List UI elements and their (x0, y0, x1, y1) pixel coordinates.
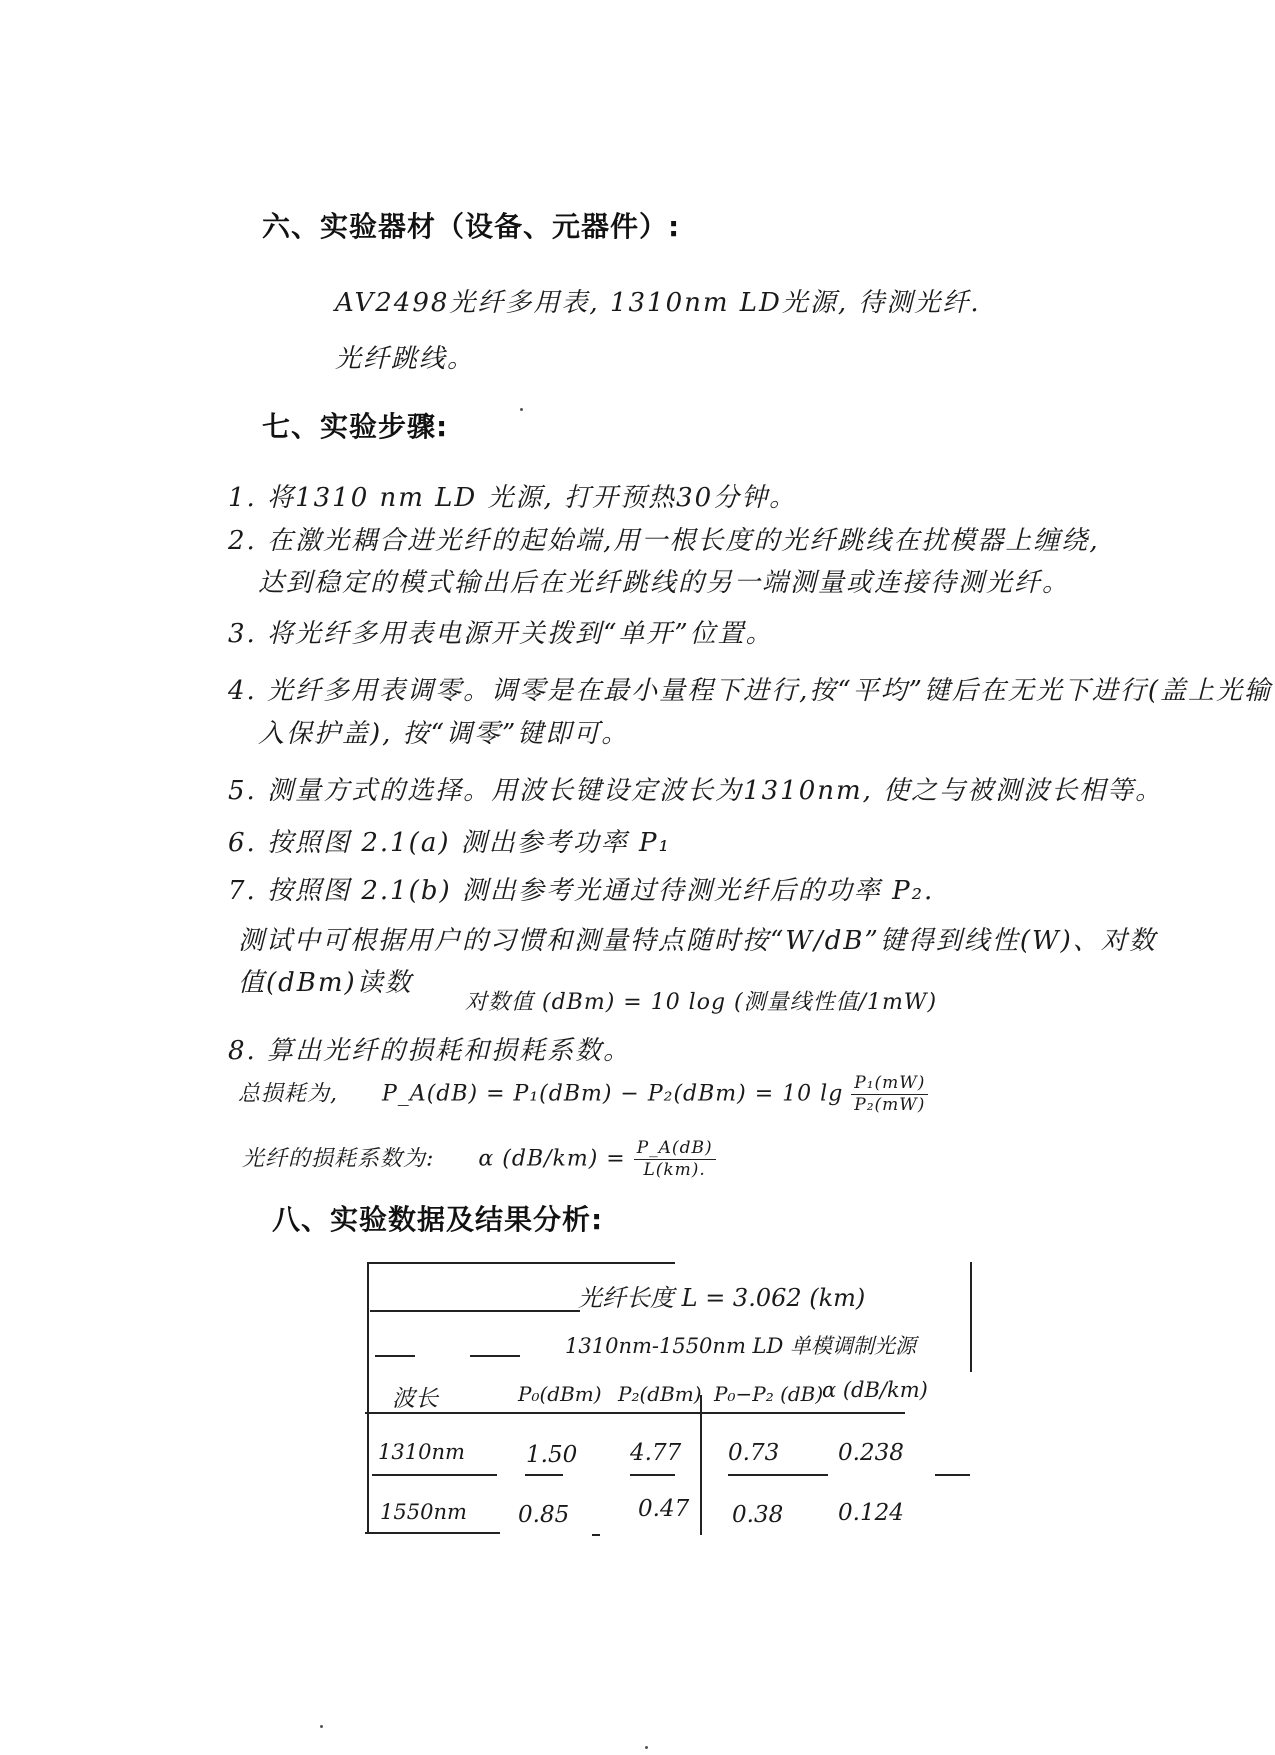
step-2-line-1: 2. 在激光耦合进光纤的起始端,用一根长度的光纤跳线在扰模器上缠绕, (228, 526, 1100, 556)
total-loss-fraction (851, 1075, 928, 1114)
row1-p0: 1.50 (526, 1442, 578, 1468)
row2-p0: 0.85 (518, 1502, 570, 1528)
row2-wavelength: 1550nm (380, 1500, 467, 1524)
total-loss-label: 总损耗为, (238, 1081, 338, 1107)
scan-speck (320, 1725, 323, 1728)
short-rule-2 (470, 1355, 520, 1357)
total-loss-numerator: P₁(mW) (851, 1075, 928, 1095)
loss-coefficient-label: 光纤的损耗系数为: (242, 1146, 435, 1172)
column-divider (700, 1395, 702, 1535)
header-alpha: α (dB/km) (822, 1378, 928, 1402)
header-p0: P₀(dBm) (518, 1382, 602, 1406)
step-4-line-1: 4. 光纤多用表调零。调零是在最小量程下进行,按“平均”键后在无光下进行(盖上光输 (228, 676, 1273, 706)
table-left-border (367, 1262, 369, 1532)
row1-underline-2 (525, 1474, 563, 1476)
row2-underline-2 (592, 1534, 600, 1536)
row1-p2: 4.77 (630, 1440, 682, 1466)
note-line-1: 测试中可根据用户的习惯和测量特点随时按“W/dB”键得到线性(W)、对数 (238, 926, 1157, 956)
row1-alpha: 0.238 (838, 1440, 904, 1466)
step-2-line-2: 达到稳定的模式输出后在光纤跳线的另一端测量或连接待测光纤。 (258, 568, 1071, 598)
header-p2: P₂(dBm) (618, 1382, 702, 1406)
row2-diff: 0.38 (732, 1502, 784, 1528)
loss-coefficient-formula: α (dB/km) = (478, 1146, 626, 1172)
step-8: 8. 算出光纤的损耗和损耗系数。 (228, 1036, 632, 1066)
row2-p2: 0.47 (638, 1496, 690, 1522)
loss-coefficient-fraction (634, 1140, 716, 1179)
total-loss-formula: P_A(dB) = P₁(dBm) − P₂(dBm) = 10 lg (382, 1081, 844, 1107)
step-1: 1. 将1310 nm LD 光源, 打开预热30分钟。 (228, 483, 798, 513)
section8-heading: 八、实验数据及结果分析: (272, 1203, 604, 1236)
equipment-line-1: AV2498光纤多用表, 1310nm LD光源, 待测光纤. (335, 288, 981, 318)
title-underline (370, 1310, 580, 1312)
step-6: 6. 按照图 2.1(a) 测出参考功率 P₁ (228, 828, 671, 858)
row2-alpha: 0.124 (838, 1500, 904, 1526)
loss-coefficient-denominator: L(km). (643, 1160, 706, 1180)
row1-underline-3 (630, 1474, 675, 1476)
total-loss-row (238, 1075, 928, 1114)
step-4-line-2: 入保护盖), 按“调零”键即可。 (258, 719, 630, 749)
row1-underline-4 (728, 1474, 828, 1476)
short-rule-1 (375, 1355, 415, 1357)
scan-speck (645, 1746, 648, 1749)
scan-speck (520, 408, 523, 411)
section6-heading: 六、实验器材（设备、元器件）: (262, 210, 681, 243)
section7-heading: 七、实验步骤: (262, 410, 449, 443)
header-underline (365, 1412, 905, 1414)
step-7: 7. 按照图 2.1(b) 测出参考光通过待测光纤后的功率 P₂. (228, 876, 935, 906)
loss-coefficient-row (242, 1140, 716, 1179)
log-formula: 对数值 (dBm) = 10 log (测量线性值/1mW) (465, 990, 938, 1015)
table-top-border (368, 1262, 675, 1264)
header-wavelength: 波长 (392, 1386, 438, 1412)
light-source: 1310nm-1550nm LD 单模调制光源 (565, 1334, 916, 1358)
step-5: 5. 测量方式的选择。用波长键设定波长为1310nm, 使之与被测波长相等。 (228, 776, 1164, 806)
row1-wavelength: 1310nm (378, 1440, 465, 1464)
header-p0-p2: P₀−P₂ (dB) (714, 1382, 824, 1406)
row1-underline-5 (935, 1474, 970, 1476)
row1-underline-1 (372, 1474, 497, 1476)
table-right-border (970, 1262, 972, 1372)
total-loss-denominator: P₂(mW) (854, 1095, 926, 1115)
equipment-line-2: 光纤跳线。 (335, 344, 476, 374)
row1-diff: 0.73 (728, 1440, 780, 1466)
row2-underline-1 (365, 1532, 500, 1534)
fiber-length: 光纤长度 L = 3.062 (km) (578, 1284, 866, 1312)
note-line-2: 值(dBm)读数 (238, 968, 413, 998)
loss-coefficient-numerator: P_A(dB) (634, 1140, 716, 1160)
step-3: 3. 将光纤多用表电源开关拨到“单开”位置。 (228, 619, 774, 649)
